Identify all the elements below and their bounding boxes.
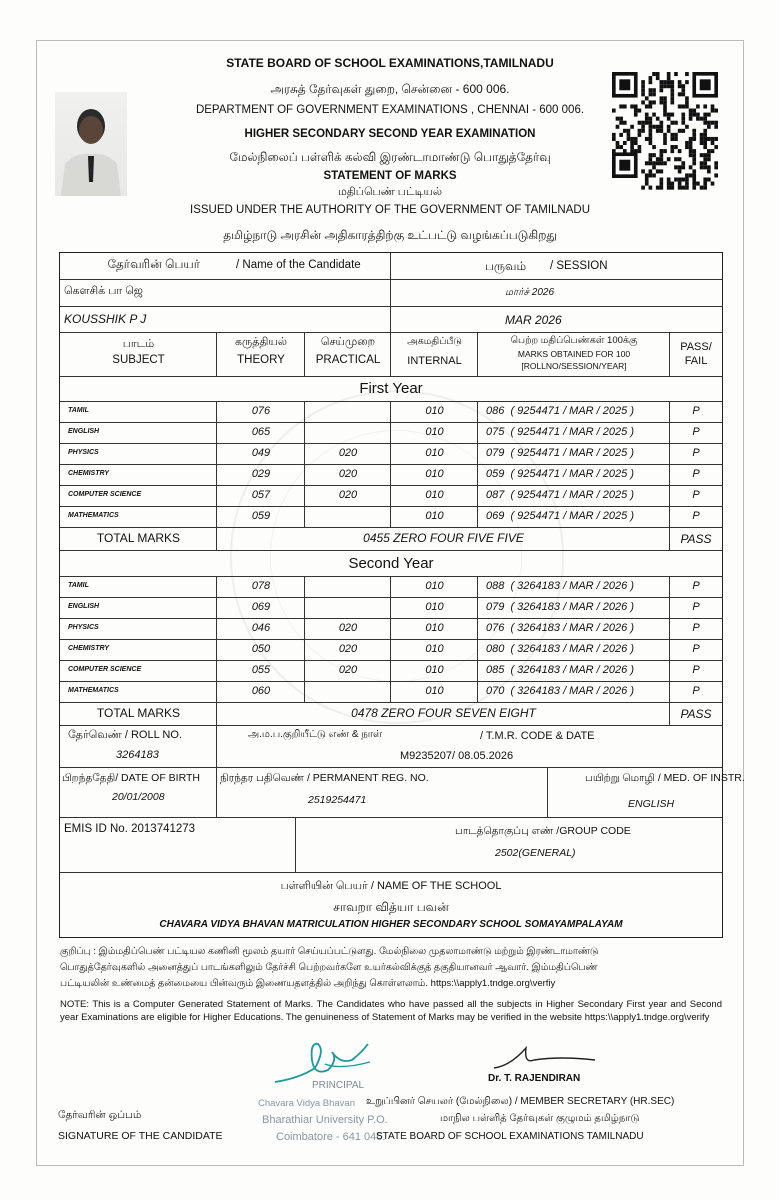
internal-mark: 010 [425,510,444,522]
theory-mark: 050 [251,643,271,655]
practical-mark: 020 [338,622,358,634]
first-year-title-row [60,376,722,402]
session-label-tamil: பருவம் [485,259,527,273]
total-mark: 070 ( 3264183 / MAR / 2026 ) [486,685,634,697]
emis-value: 2013741273 [131,823,196,835]
subject-row [60,681,722,703]
internal-header-tamil: அகமதிப்பீடு [407,336,462,347]
subject-result: P [692,643,700,655]
perm-label-tamil: நிரந்தர பதிவெண் [220,772,305,784]
school-name: CHAVARA VIDYA BHAVAN MATRICULATION HIGHER SECONDARY SCHOOL SOMAYAMPALAYAM [159,919,623,930]
board-title: STATE BOARD OF SCHOOL EXAMINATIONS,TAMILNADU [226,56,554,70]
theory-mark: 078 [251,580,271,592]
internal-mark: 010 [425,489,444,501]
subject-name: COMPUTER SCIENCE [68,666,142,673]
subject-name: PHYSICS [68,449,99,456]
total-mark: 087 ( 9254471 / MAR / 2025 ) [486,489,634,501]
name-tamil-row [60,279,722,307]
subject-row [60,597,722,619]
secretary-name: Dr. T. RAJENDIRAN [488,1073,581,1084]
medium-label: / MED. OF INSTR. [657,772,745,784]
total-mark: 086 ( 9254471 / MAR / 2025 ) [486,405,634,417]
name-label-tamil: தேர்வரின் பெயர் [107,257,200,271]
tamil-note-line-2: பொதுத்தேர்வுகளில் அனைத்துப் பாடங்களிலும் தேர்ச்சி பெற்றவர்களே உயர்கல்விக்குத் தகுதியானவர் ஆவார். இம்மதிப்பெண் [60,962,598,973]
internal-mark: 010 [425,447,444,459]
subject-result: P [692,489,700,501]
practical-header-tamil: செய்முறை [320,336,376,348]
authority-line: ISSUED UNDER THE AUTHORITY OF THE GOVERNMENT OF TAMILNADU [190,204,590,216]
subject-result: P [692,405,700,417]
tamil-note [60,944,724,992]
subject-row [60,660,722,682]
total-mark: 088 ( 3264183 / MAR / 2026 ) [486,580,634,592]
tamil-department: அரசுத் தேர்வுகள் துறை, சென்னை - 600 006. [270,82,510,96]
theory-header: THEORY [237,354,285,366]
name-english-row [60,306,722,333]
practical-header: PRACTICAL [315,354,381,366]
tmr-label: / T.M.R. CODE & DATE [480,730,595,742]
subject-result: P [692,664,700,676]
tamil-note-line-3: பட்டியலின் உண்மைத் தன்மையை பின்வரும் இணையதளத்தில் அறிந்து கொள்ளலாம். https:\\apply1.tndge.org\verfiy [60,978,556,989]
first-year-total-label: TOTAL MARKS [96,531,181,545]
department-title: DEPARTMENT OF GOVERNMENT EXAMINATIONS , CHENNAI - 600 006. [195,104,585,116]
perm-label: / PERMANENT REG. NO. [306,772,429,784]
school-row [60,872,722,936]
name-header-row [60,253,722,280]
subject-result: P [692,426,700,438]
total-mark: 075 ( 9254471 / MAR / 2025 ) [486,426,634,438]
internal-mark: 010 [425,685,444,697]
secretary-role: / MEMBER SECRETARY (HR.SEC) [514,1096,675,1107]
exam-title: HIGHER SECONDARY SECOND YEAR EXAMINATION [244,128,536,140]
subject-name: ENGLISH [68,428,100,435]
roll-label: / ROLL NO. [124,729,182,741]
theory-mark: 059 [251,510,271,522]
marks-header-sub: [ROLLNO/SESSION/YEAR] [521,361,627,371]
candidate-signature-tamil: தேர்வரின் ஒப்பம் [58,1109,142,1121]
roll-row [60,725,722,768]
total-mark: 085 ( 3264183 / MAR / 2026 ) [486,664,634,676]
dob-row [60,767,745,818]
theory-mark: 069 [251,601,271,613]
practical-mark: 020 [338,664,358,676]
marks-header: MARKS OBTAINED FOR 100 [517,349,631,359]
practical-mark: 020 [338,468,358,480]
internal-mark: 010 [425,405,444,417]
tmr-code: M9235207/ 08.05.2026 [400,750,514,762]
total-mark: 059 ( 9254471 / MAR / 2025 ) [486,468,634,480]
total-mark: 079 ( 3264183 / MAR / 2026 ) [486,601,634,613]
subject-name: MATHEMATICS [68,687,119,694]
perm-value: 2519254471 [308,794,367,806]
total-mark: 076 ( 3264183 / MAR / 2026 ) [486,622,634,634]
second-year-total: 0478 ZERO FOUR SEVEN EIGHT [351,706,536,720]
emis-label: EMIS ID No. [64,823,128,835]
internal-mark: 010 [425,664,444,676]
principal-stamp-line-3: Coimbatore - 641 046. [276,1131,386,1143]
internal-mark: 010 [425,601,444,613]
subject-row [60,576,722,598]
practical-mark: 020 [338,643,358,655]
subject-name: COMPUTER SCIENCE [68,491,142,498]
total-mark: 069 ( 9254471 / MAR / 2025 ) [486,510,634,522]
subject-result: P [692,601,700,613]
second-year-total-label: TOTAL MARKS [96,706,181,720]
roll-label-tamil: தேர்வெண் [68,729,122,741]
subject-row [60,639,722,661]
internal-mark: 010 [425,580,444,592]
dob-label-tamil: பிறந்ததேதி [62,772,116,784]
candidate-name-tamil: கௌசிக் பா ஜெ [64,285,143,297]
subject-name: CHEMISTRY [68,470,110,477]
statement-title: STATEMENT OF MARKS [323,170,457,182]
first-year-result: PASS [680,532,712,546]
candidate-name: KOUSSHIK P J [64,312,147,326]
candidate-photo [55,92,127,196]
marks-header-tamil: பெற்ற மதிப்பெண்கள் 100க்கு [510,335,638,346]
subject-row [60,485,722,507]
theory-mark: 076 [251,405,271,417]
theory-mark: 049 [251,447,271,459]
group-value: 2502(GENERAL) [495,847,576,859]
dob-label: / DATE OF BIRTH [115,772,200,784]
subject-row [60,618,722,640]
subject-name: MATHEMATICS [68,512,119,519]
subject-header: SUBJECT [112,354,165,366]
column-header-row [60,332,722,377]
subject-row [60,422,722,444]
practical-mark: 020 [338,447,358,459]
subject-row [60,443,722,465]
dob-value: 20/01/2008 [112,791,165,803]
internal-mark: 010 [425,643,444,655]
group-label-tamil: பாடத்தொகுப்பு எண் [455,825,554,837]
school-name-tamil: சாவறா வித்யா பவன் [333,900,449,914]
tamil-note-line-1: குறிப்பு : இம்மதிப்பெண் பட்டியல கணினி மூலம் தயார் செய்யப்பட்டுளது. மேல்நிலை முதலாமாண்டு மற்றும் இரண்டாமாண்டு [60,946,599,957]
subject-name: TAMIL [68,582,89,589]
subject-result: P [692,510,700,522]
board-tamil-footer: மாநில பள்ளித் தேர்வுகள் குழுமம் தமிழ்நாடு [440,1113,640,1124]
subject-result: P [692,468,700,480]
school-label-tamil: பள்ளியின் பெயர் [280,880,368,892]
total-mark: 080 ( 3264183 / MAR / 2026 ) [486,643,634,655]
session-tamil: மார்ச் 2026 [505,287,555,298]
total-mark: 079 ( 9254471 / MAR / 2025 ) [486,447,634,459]
medium-label-tamil: பயிற்று மொழி [585,772,655,784]
subject-result: P [692,685,700,697]
principal-label: PRINCIPAL [312,1080,365,1091]
subject-header-tamil: பாடம் [122,338,155,350]
secretary-title-tamil: உறுப்பினர் செயலர் (மேல்நிலை) [366,1096,513,1107]
theory-mark: 060 [251,685,271,697]
subject-row [60,464,722,486]
internal-header: INTERNAL [407,355,462,367]
internal-mark: 010 [425,622,444,634]
theory-mark: 029 [251,468,271,480]
second-year-title: Second Year [348,555,434,572]
tamil-statement-title: மதிப்பெண் பட்டியல் [337,186,443,198]
first-year-total: 0455 ZERO FOUR FIVE FIVE [363,531,524,545]
english-note: NOTE: This is a Computer Generated Statement of Marks. The Candidates who have passed all the subjects in Higher Secondary First year and Second year Examinations are eligible for Higher Educations. The genuineness of Statement of Marks may be verified in the website https:\\apply1.tndge.org\verify [60,999,722,1023]
subject-name: CHEMISTRY [68,645,110,652]
subject-row [60,401,722,423]
theory-mark: 055 [251,664,271,676]
school-label: / NAME OF THE SCHOOL [370,880,502,892]
first-year-total-row [60,527,722,551]
candidate-signature-label: SIGNATURE OF THE CANDIDATE [58,1130,223,1142]
board-footer: STATE BOARD OF SCHOOL EXAMINATIONS TAMILNADU [376,1131,644,1142]
second-year-result: PASS [680,707,712,721]
tamil-exam-title: மேல்நிலைப் பள்ளிக் கல்வி இரண்டாமாண்டு பொதுத்தேர்வு [229,150,551,164]
subject-result: P [692,447,700,459]
subject-name: TAMIL [68,407,89,414]
tamil-authority-line: தமிழ்நாடு அரசின் அதிகாரத்திற்கு உட்பட்டு வழங்கப்படுகிறது [223,228,557,242]
internal-mark: 010 [425,426,444,438]
theory-mark: 046 [251,622,271,634]
emis-row [60,817,722,873]
name-label: / Name of the Candidate [236,259,361,271]
theory-header-tamil: கருத்தியல் [235,336,287,348]
second-year-total-row [60,702,722,726]
medium-value: ENGLISH [628,798,675,810]
internal-mark: 010 [425,468,444,480]
session-label: / SESSION [550,260,608,272]
tmr-label-tamil: அ.ம.ப.குறியீட்டு எண் & நாள் [248,729,383,740]
practical-mark: 020 [338,489,358,501]
principal-stamp-line-1: Chavara Vidya Bhavan [258,1098,355,1109]
subject-result: P [692,622,700,634]
second-year-title-row [60,550,722,577]
subject-name: PHYSICS [68,624,99,631]
group-label: /GROUP CODE [556,825,631,837]
subject-name: ENGLISH [68,603,100,610]
subject-row [60,506,722,528]
theory-mark: 065 [251,426,271,438]
roll-number: 3264183 [116,749,159,761]
theory-mark: 057 [251,489,271,501]
principal-stamp-line-2: Bharathiar University P.O. [262,1114,388,1126]
passfail-header: PASS/ FAIL [680,341,712,367]
first-year-title: First Year [359,380,423,397]
subject-result: P [692,580,700,592]
session-value: MAR 2026 [505,313,562,327]
